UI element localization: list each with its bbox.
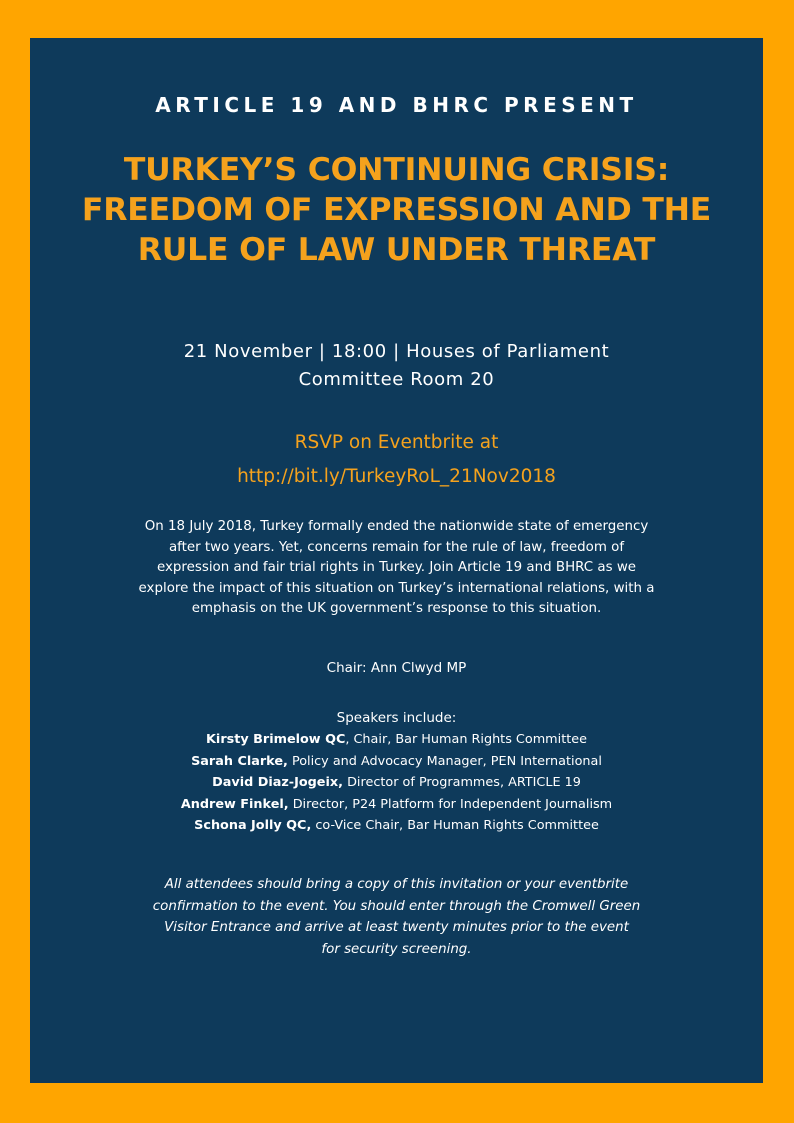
rsvp-label: RSVP on Eventbrite at [294, 432, 499, 453]
speaker-name: David Diaz-Jogeix, [212, 775, 343, 790]
rsvp-section [30, 426, 763, 494]
note-line: Visitor Entrance and arrive at least twenty minutes prior to the event [164, 920, 629, 935]
presenter-heading: ARTICLE 19 AND BHRC PRESENT [155, 93, 638, 117]
chair-line: Chair: Ann Clwyd MP [326, 660, 467, 676]
event-details [30, 338, 763, 394]
attendance-note [30, 874, 763, 960]
rsvp-link[interactable]: http://bit.ly/TurkeyRoL_21Nov2018 [237, 466, 556, 487]
description-line: emphasis on the UK government’s response to this situation. [191, 601, 602, 616]
event-room: Committee Room 20 [298, 369, 495, 390]
note-line: for security screening. [321, 941, 472, 957]
speakers-label: Speakers include: [336, 710, 457, 726]
description-line: explore the impact of this situation on Turkey’s international relations, with a [138, 580, 655, 596]
event-title-line: FREEDOM OF EXPRESSION AND THE [81, 192, 712, 228]
event-title-line: TURKEY’S CONTINUING CRISIS: [123, 152, 670, 188]
description-line: after two years. Yet, concerns remain for the rule of law, freedom of [168, 539, 625, 555]
event-description [90, 517, 703, 620]
flyer-panel [30, 38, 763, 1083]
speaker-role: Director, P24 Platform for Independent Journalism [288, 796, 613, 812]
speaker-item [30, 794, 763, 816]
speaker-role: Director of Programmes, ARTICLE 19 [343, 775, 581, 790]
speaker-name: Schona Jolly QC, [194, 818, 312, 833]
event-title [30, 150, 763, 270]
speaker-item [30, 815, 763, 837]
speaker-item [30, 772, 763, 794]
event-title-line: RULE OF LAW UNDER THREAT [137, 232, 656, 268]
speaker-role: , Chair, Bar Human Rights Committee [345, 732, 587, 747]
speaker-name: Sarah Clarke, [191, 753, 288, 769]
description-line: expression and fair trial rights in Turkey. Join Article 19 and BHRC as we [156, 560, 637, 575]
description-line: On 18 July 2018, Turkey formally ended the nationwide state of emergency [144, 519, 649, 534]
rsvp-link-wrap [30, 460, 763, 494]
event-date-time-venue: 21 November | 18:00 | Houses of Parliament [183, 341, 610, 362]
speaker-name: Andrew Finkel, [180, 796, 289, 812]
note-line: All attendees should bring a copy of this invitation or your eventbrite [164, 877, 629, 892]
speakers-list [30, 729, 763, 837]
speaker-role: co-Vice Chair, Bar Human Rights Committee [311, 818, 599, 833]
speaker-item [30, 751, 763, 773]
speaker-role: Policy and Advocacy Manager, PEN International [287, 753, 602, 769]
speaker-item [30, 729, 763, 751]
note-line: confirmation to the event. You should enter through the Cromwell Green [152, 898, 641, 914]
speaker-name: Kirsty Brimelow QC [206, 732, 346, 747]
